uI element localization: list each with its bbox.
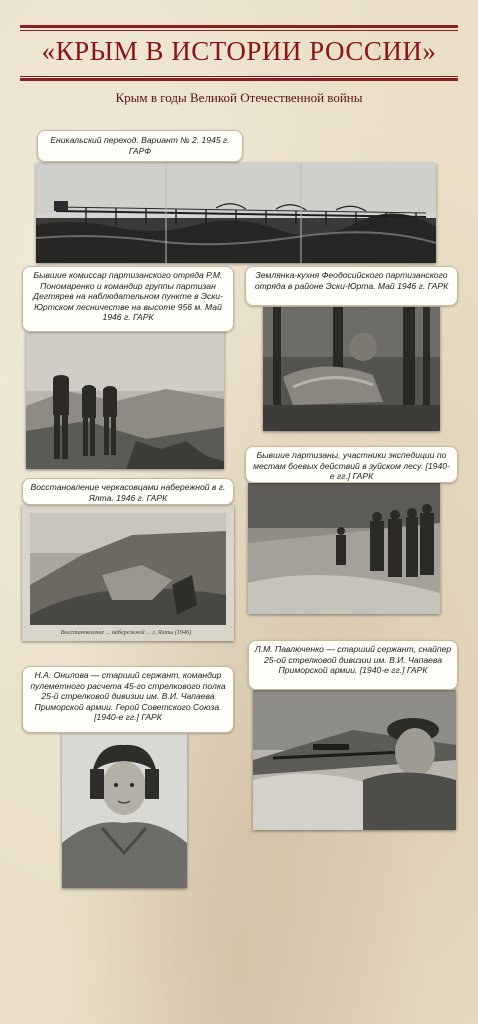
observation-caption: Бывшие комиссар партизанского отряда Р.М. Пономаренко и командир группы партизан Дегтярев на наблюдательном пункте в Эски-Юртском лесничестве на высоте 956 м. Май 1946 г. ГАРК [22,266,234,332]
yalta-caption: Восстановление черкасовцами набережной в г. Ялта. 1946 г. ГАРК [22,478,234,505]
mountain-observation-photo [26,331,224,469]
partisans-caption: Бывшие партизаны, участники экспедиции по местам боевых действий в зуйском лесу. [1940-е гг.] ГАРК [245,446,458,483]
onilova-caption: Н.А. Онилова — старший сержант, командир пулеметного расчета 45-го стрелкового полка 25-й стрелковой дивизии им. В.И. Чапаева Приморской армии. Герой Советского Союза. [1940-е гг.] ГАРК [22,666,234,733]
bottom-rule-thin [20,76,458,77]
page-title: «КРЫМ В ИСТОРИИ РОССИИ» [41,36,437,66]
partisans-forest-photo [248,483,440,614]
page-subtitle: Крым в годы Великой Отечественной войны [115,90,363,105]
dugout-caption: Землянка-кухня Феодосийского партизанского отряда в районе Эски-Юрта. Май 1946 г. ГАРК [245,266,458,306]
bridge-photo [36,163,436,263]
pavlichenko-sniper-photo [253,690,456,830]
bridge-caption: Еникальский переход. Вариант № 2. 1945 г. ГАРФ [37,130,243,162]
onilova-portrait-photo [62,733,187,888]
yalta-coast-photo [22,505,234,641]
yalta-frame-caption: Восстановление ... набережной ... г. Ялты (1946) [60,629,192,636]
bottom-rule-thick [20,78,458,81]
top-rule-thick [20,25,458,28]
forest-dugout-photo [263,307,440,431]
top-rule-thin [20,30,458,31]
pavlichenko-caption: Л.М. Павлюченко — старший сержант, снайпер 25-ой стрелковой дивизии им. В.И. Чапаева Приморской армии. [1940-е гг.] ГАРК [248,640,458,690]
